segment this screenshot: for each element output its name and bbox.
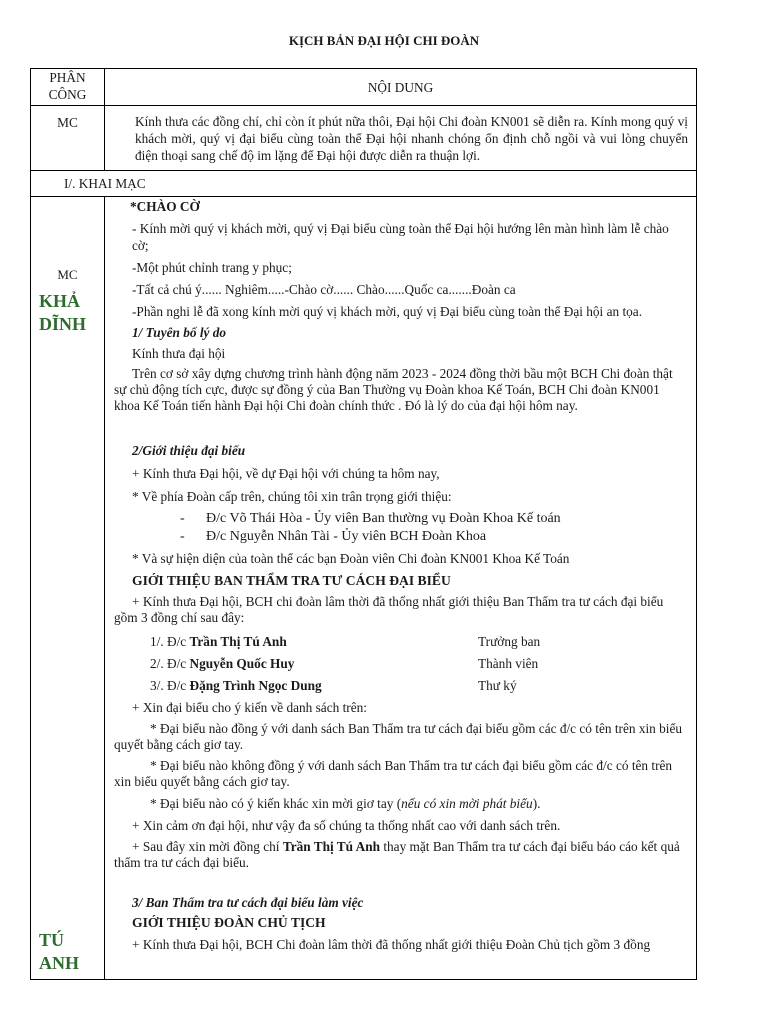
- table-row-main: [31, 197, 697, 980]
- btt-lam-viec-heading: 3/ Ban Thẩm tra tư cách đại biểu làm việc: [132, 895, 364, 910]
- list-dash: -: [180, 529, 185, 544]
- btt-heading: GIỚI THIỆU BAN THẨM TRA TƯ CÁCH ĐẠI BIỂU: [132, 573, 451, 588]
- delegate-item: [114, 528, 687, 546]
- ly-do-heading: 1/ Tuyên bố lý do: [132, 325, 227, 340]
- member-row: [114, 677, 687, 694]
- moi-bao-cao-name: Trần Thị Tú Anh: [282, 839, 381, 854]
- delegate-name: Đ/c Võ Thái Hòa - Ủy viên Ban thường vụ Đoàn Khoa Kế toán: [206, 511, 561, 526]
- chao-co-heading: *CHÀO CỜ: [130, 199, 200, 214]
- name-kha-dinh-line2: DĨNH: [39, 314, 87, 334]
- document-title: KỊCH BẢN ĐẠI HỘI CHI ĐOÀN: [288, 33, 480, 48]
- member-name: Đặng Trình Ngọc Dung: [189, 678, 322, 693]
- delegate-item: [114, 510, 687, 528]
- main-assignment-cell: [31, 197, 105, 980]
- member-name-cell: [114, 655, 478, 672]
- member-name-cell: [114, 677, 478, 694]
- member-prefix: 2/. Đ/c: [150, 656, 190, 671]
- moi-bao-cao-end: thay mặt Ban Thẩm tra tư cách đại biểu báo cáo kết quả thẩm tra tư cách đại biểu.: [114, 839, 680, 870]
- chu-tich-text: + Kính thưa Đại hội, BCH Chi đoàn lâm thời đã thống nhất giới thiệu Đoàn Chủ tịch gồm 3 đồng: [132, 937, 651, 952]
- name-kha-dinh-line1: KHẢ: [39, 291, 81, 311]
- moi-bao-cao: [114, 839, 687, 871]
- khong-dong-y: * Đại biểu nào không đồng ý với danh sách Ban Thẩm tra tư cách đại biểu gồm các đ/c có tên trên xin biểu quyết bằng cách giơ tay.: [114, 758, 673, 789]
- member-prefix: 3/. Đ/c: [150, 678, 190, 693]
- gioi-thieu-line-3: * Và sự hiện diện của toàn thể các bạn Đoàn viên Chi đoàn KN001 Khoa Kế Toán: [132, 551, 570, 566]
- ly-do-greeting: Kính thưa đại hội: [132, 346, 226, 361]
- main-content-cell: [105, 197, 697, 980]
- main-content: [106, 198, 695, 978]
- y-kien-khac-italic: nếu có xin mời phát biểu: [401, 796, 533, 811]
- main-role-mc: MC: [57, 267, 78, 282]
- chao-co-line-4: -Phần nghi lễ đã xong kính mời quý vị khách mời, quý vị Đại biểu cùng toàn thể Đại hội an tọa.: [132, 304, 643, 319]
- member-name: Trần Thị Tú Anh: [189, 634, 287, 649]
- member-prefix: 1/. Đ/c: [150, 634, 190, 649]
- member-role: Thư ký: [478, 678, 517, 693]
- y-kien-khac-text: * Đại biểu nào có ý kiến khác xin mời giơ tay (: [150, 796, 402, 811]
- chao-co-line-2: -Một phút chỉnh trang y phục;: [132, 260, 292, 275]
- member-role: Thành viên: [478, 656, 539, 671]
- cam-on: + Xin cảm ơn đại hội, như vậy đa số chúng ta thống nhất cao với danh sách trên.: [132, 818, 561, 833]
- y-kien-khac: [114, 795, 687, 812]
- btt-intro: + Kính thưa Đại hội, BCH chi đoàn lâm thời đã thống nhất giới thiệu Ban Thẩm tra tư cách đại biểu gồm 3 đồng chí sau đây:: [114, 594, 664, 625]
- member-role: Trưởng ban: [478, 634, 541, 649]
- table-header-row: [31, 69, 697, 106]
- y-kien-khac-end: ).: [532, 796, 541, 811]
- chu-tich-heading: GIỚI THIỆU ĐOÀN CHỦ TỊCH: [132, 915, 326, 930]
- xin-y-kien: + Xin đại biểu cho ý kiến về danh sách trên:: [132, 700, 367, 715]
- table-row-section: [31, 171, 697, 197]
- member-row: [114, 655, 687, 672]
- name-tu-anh-line1: TÚ: [39, 930, 65, 950]
- dong-y: * Đại biểu nào đồng ý với danh sách Ban Thẩm tra tư cách đại biểu gồm các đ/c có tên trên xin biểu quyết bằng cách giơ tay.: [114, 721, 683, 752]
- header-content: NỘI DUNG: [105, 69, 697, 106]
- gioi-thieu-line-1: + Kính thưa Đại hội, về dự Đại hội với chúng ta hôm nay,: [132, 466, 440, 481]
- delegate-name: Đ/c Nguyễn Nhân Tài - Ủy viên BCH Đoàn Khoa: [206, 529, 487, 544]
- moi-bao-cao-start: + Sau đây xin mời đồng chí: [132, 839, 283, 854]
- list-dash: -: [180, 511, 185, 526]
- chao-co-line-1: - Kính mời quý vị khách mời, quý vị Đại biểu cùng toàn thể Đại hội hướng lên màn hình làm lễ chào cờ;: [132, 221, 669, 253]
- chao-co-line-3: -Tất cả chú ý...... Nghiêm.....-Chào cờ...... Chào......Quốc ca.......Đoàn ca: [132, 282, 516, 297]
- member-name-cell: [114, 633, 478, 650]
- intro-text: Kính thưa các đồng chí, chỉ còn ít phút nữa thôi, Đại hội Chi đoàn KN001 sẽ diễn ra. Kính mong quý vị khách mời, quý vị đại biểu cùng toàn thể Đại hội nhanh chóng ổn định chỗ ngồi và vui lòng chuyển điện thoại sang chế độ im lặng để Đại hội được diễn ra thuận lợi.: [105, 106, 697, 171]
- gioi-thieu-line-2: * Về phía Đoàn cấp trên, chúng tôi xin trân trọng giới thiệu:: [132, 489, 452, 504]
- table-row-intro: [31, 106, 697, 171]
- name-tu-anh-line2: ANH: [39, 953, 79, 973]
- member-row: [114, 633, 687, 650]
- section-khai-mac: I/. KHAI MẠC: [31, 171, 697, 197]
- header-assignment: PHÂN CÔNG: [31, 69, 105, 106]
- script-table: [30, 68, 697, 980]
- gioi-thieu-heading: 2/Giới thiệu đại biểu: [132, 443, 246, 458]
- ly-do-text: Trên cơ sở xây dựng chương trình hành động năm 2023 - 2024 đồng thời bầu một BCH Chi đoàn thật sự chủ động tích cực, được sự đồng ý của Ban Thường vụ Đoàn khoa Kế Toán, BCH Chi đoàn KN001 khoa Kế Toán tiến hành Đại hội Chi đoàn chính thức . Đó là lý do của đại hội hôm nay.: [114, 366, 673, 413]
- intro-role: MC: [31, 106, 105, 171]
- member-name: Nguyễn Quốc Huy: [189, 656, 295, 671]
